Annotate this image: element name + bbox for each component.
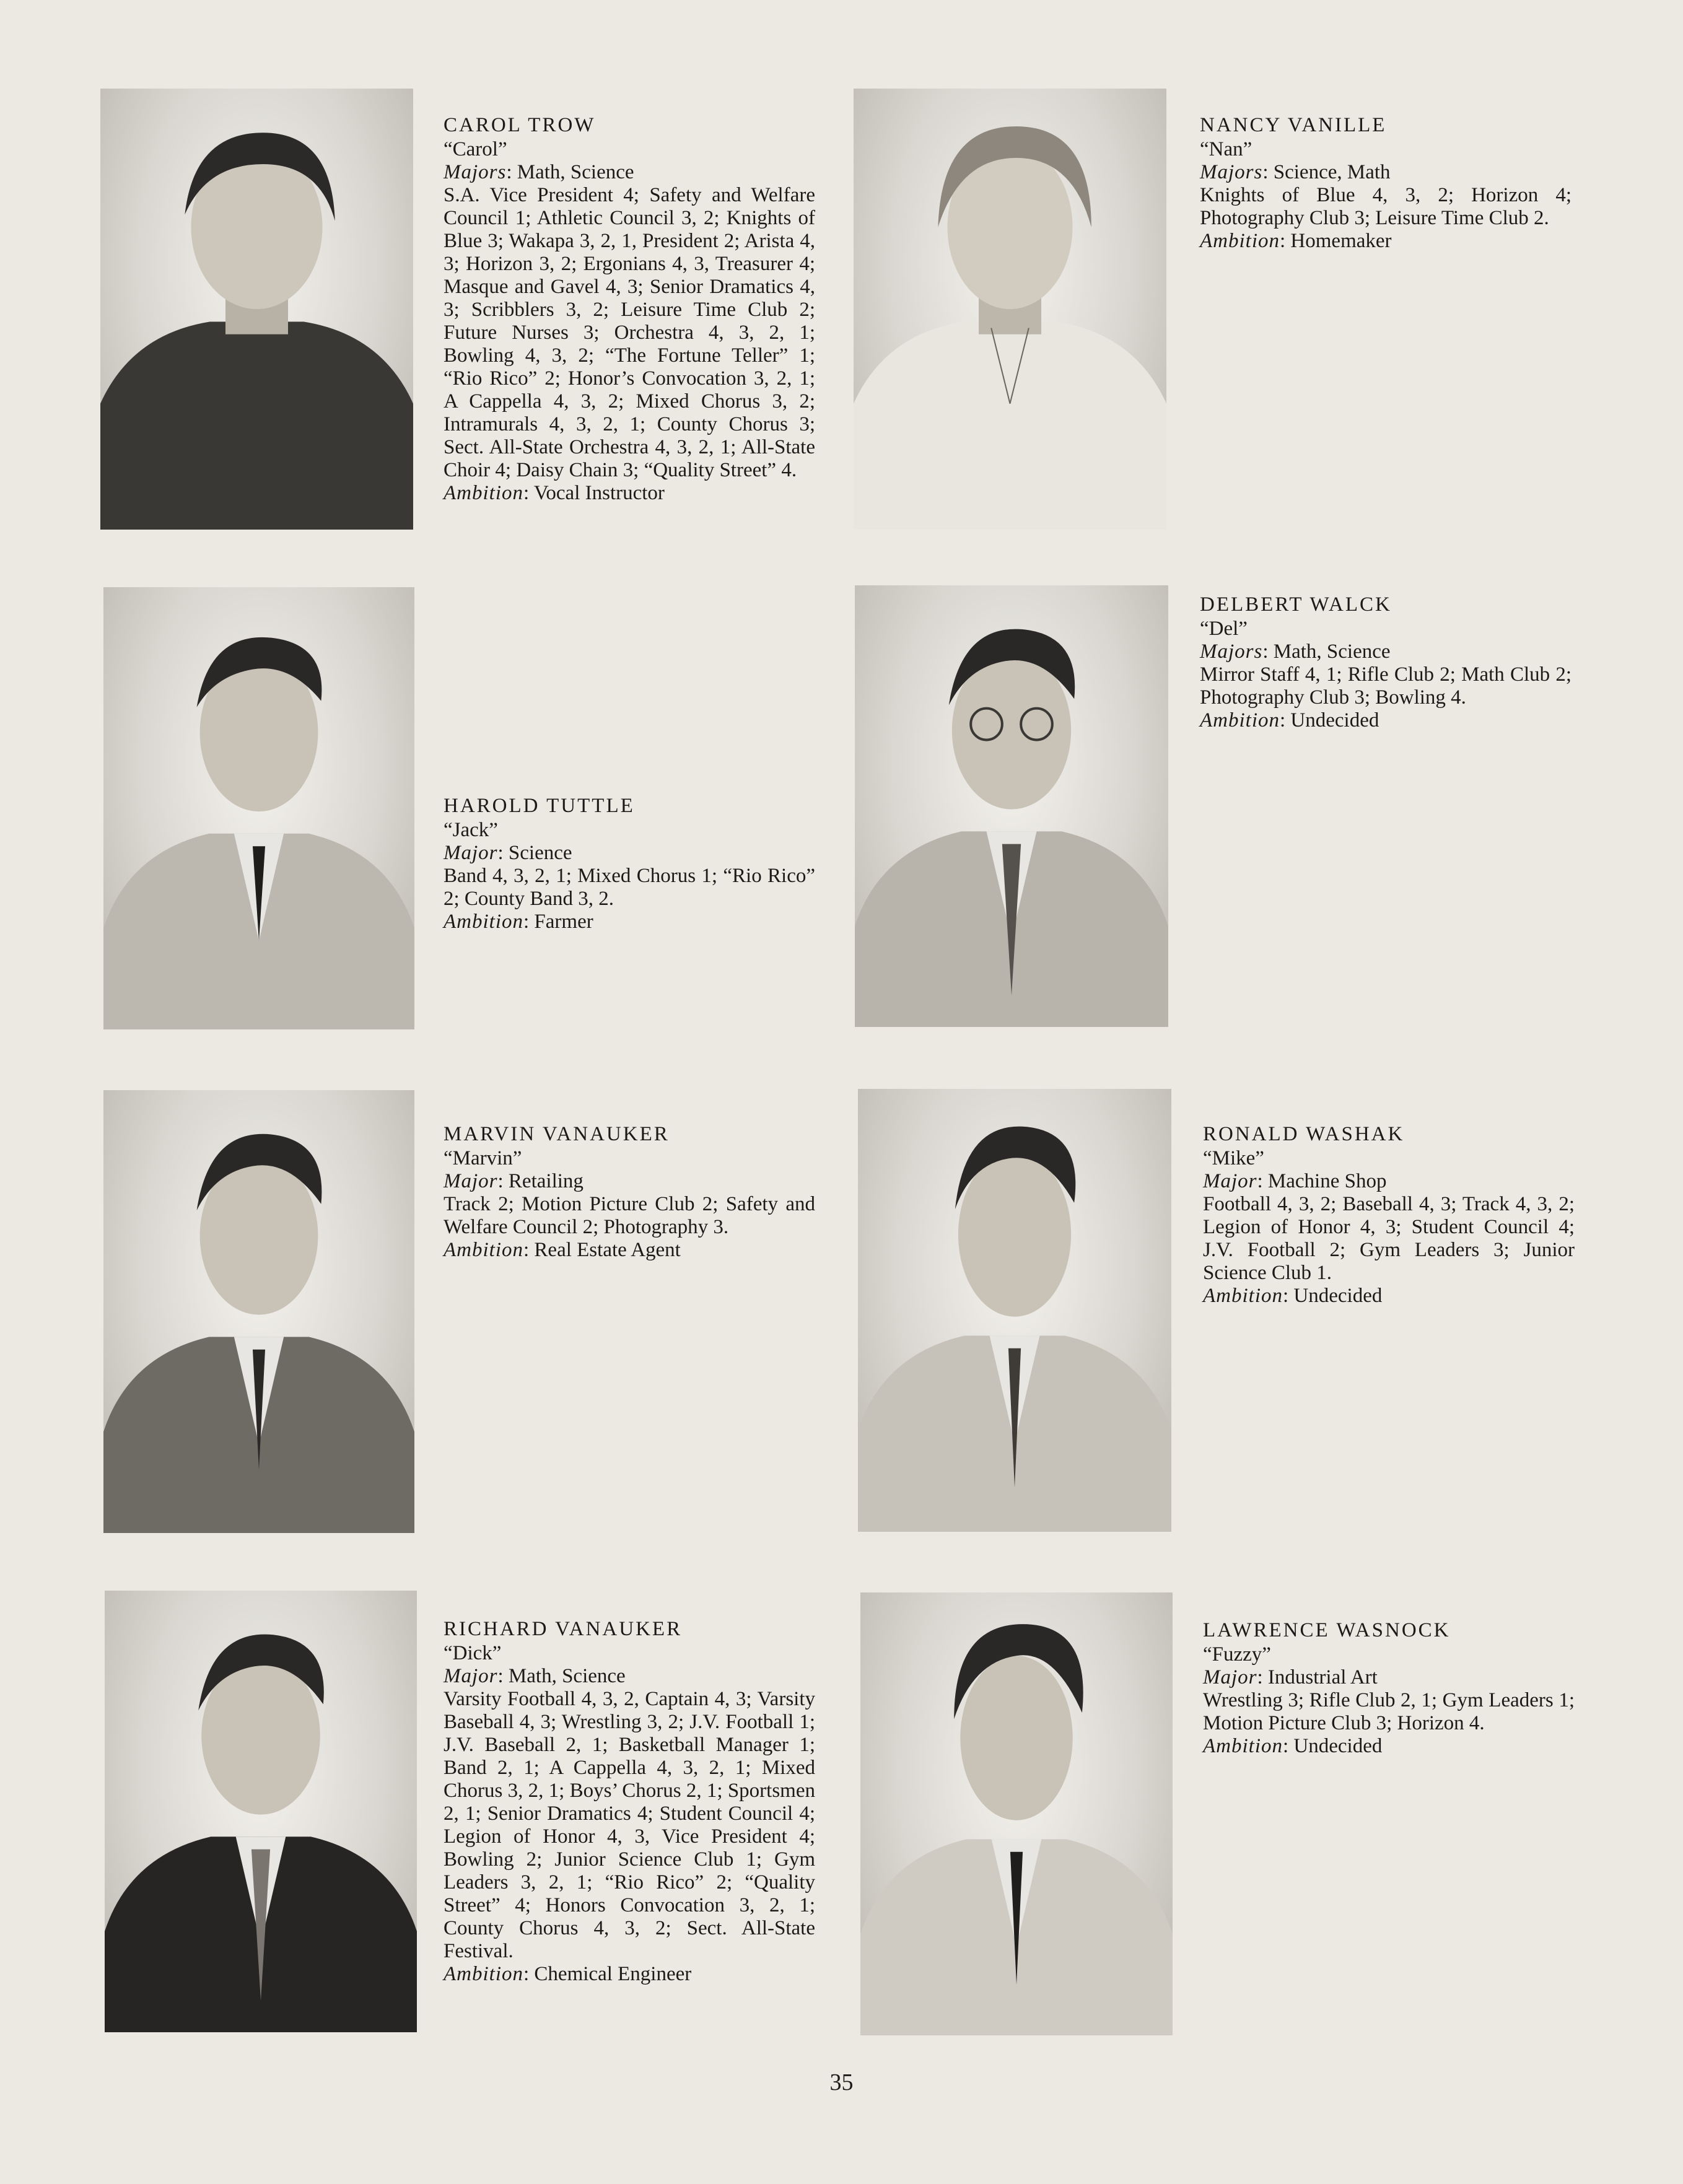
student-activities: Varsity Football 4, 3, 2, Captain 4, 3; Varsity Baseball 4, 3; Wrestling 3, 2; J.V. Football 1; J.V. Baseball 2, 1; Basketball Manager 1; Band 2, 1; A Cappella 4, 3, 2, 1; Mixed Chorus 3, 2, 1; Boys’ Chorus 2, 1; Sportsmen 2, 1; Senior Dramatics 4; Student Council 4; Legion of Honor 4, 3, Vice President 4; Bowling 2; Junior Science Club 1; Gym Leaders 3, 2, 1; “Rio Rico” 2; “Quality Street” 4; Honors Convocation 3, 2, 1; County Chorus 4, 3, 2; Sect. All-State Festival. bbox=[444, 1688, 815, 1962]
student-entry-delbert-walck bbox=[1200, 593, 1572, 732]
student-majors: Major: Math, Science bbox=[444, 1665, 626, 1687]
student-majors: Majors: Math, Science bbox=[1200, 640, 1391, 663]
student-nickname: “Nan” bbox=[1200, 138, 1252, 160]
student-nickname: “Mike” bbox=[1203, 1147, 1264, 1169]
student-name: HAROLD TUTTLE bbox=[444, 795, 635, 817]
student-ambition: Ambition: Homemaker bbox=[1200, 230, 1392, 252]
student-name: RICHARD VANAUKER bbox=[444, 1618, 683, 1640]
portrait-photo-ronald-washak bbox=[858, 1089, 1171, 1532]
student-activities: Track 2; Motion Picture Club 2; Safety and Welfare Council 2; Photography 3. bbox=[444, 1193, 815, 1238]
student-nickname: “Carol” bbox=[444, 138, 507, 160]
student-ambition: Ambition: Vocal Instructor bbox=[444, 482, 665, 504]
student-majors: Majors: Science, Math bbox=[1200, 161, 1391, 183]
student-majors: Major: Industrial Art bbox=[1203, 1666, 1378, 1688]
student-activities: Band 4, 3, 2, 1; Mixed Chorus 1; “Rio Rico” 2; County Band 3, 2. bbox=[444, 865, 815, 910]
student-entry-richard-vanauker bbox=[444, 1618, 815, 1986]
portrait-photo-carol-trow bbox=[100, 89, 413, 530]
student-activities: Football 4, 3, 2; Baseball 4, 3; Track 4, 3, 2; Legion of Honor 4, 3; Student Council 4; J.V. Football 2; Gym Leaders 3; Junior Science Club 1. bbox=[1203, 1193, 1575, 1284]
portrait-photo-nancy-vanille bbox=[854, 89, 1166, 530]
student-entry-lawrence-wasnock bbox=[1203, 1619, 1575, 1758]
student-majors: Major: Retailing bbox=[444, 1170, 584, 1192]
student-entry-nancy-vanille bbox=[1200, 114, 1572, 253]
student-majors: Major: Machine Shop bbox=[1203, 1170, 1387, 1192]
student-activities: Wrestling 3; Rifle Club 2, 1; Gym Leaders 1; Motion Picture Club 3; Horizon 4. bbox=[1203, 1689, 1575, 1734]
student-entry-marvin-vanauker bbox=[444, 1123, 815, 1262]
student-ambition: Ambition: Undecided bbox=[1203, 1735, 1383, 1757]
portrait-photo-richard-vanauker bbox=[105, 1591, 417, 2032]
student-ambition: Ambition: Farmer bbox=[444, 911, 593, 933]
student-name: RONALD WASHAK bbox=[1203, 1123, 1405, 1145]
student-name: CAROL TROW bbox=[444, 114, 596, 136]
student-ambition: Ambition: Real Estate Agent bbox=[444, 1239, 681, 1261]
portrait-photo-marvin-vanauker bbox=[103, 1090, 414, 1533]
student-activities: Mirror Staff 4, 1; Rifle Club 2; Math Club 2; Photography Club 3; Bowling 4. bbox=[1200, 663, 1572, 709]
student-ambition: Ambition: Chemical Engineer bbox=[444, 1963, 692, 1985]
student-entry-carol-trow bbox=[444, 114, 815, 505]
student-name: LAWRENCE WASNOCK bbox=[1203, 1619, 1451, 1641]
student-activities: S.A. Vice President 4; Safety and Welfare Council 1; Athletic Council 3, 2; Knights of Blue 3; Wakapa 3, 2, 1, President 2; Arista 4, 3; Horizon 3, 2; Ergonians 4, 3, Treasurer 4; Masque and Gavel 4, 3; Senior Dramatics 4, 3; Scribblers 3, 2; Leisure Time Club 2; Future Nurses 3; Orchestra 4, 3, 2, 1; Bowling 4, 3, 2; “The Fortune Teller” 1; “Rio Rico” 2; Honor’s Convocation 3, 2, 1; A Cappella 4, 3, 2; Mixed Chorus 3, 2; Intramurals 4, 3, 2, 1; County Chorus 3; Sect. All-State Orchestra 4, 3, 2, 1; All-State Choir 4; Daisy Chain 3; “Quality Street” 4. bbox=[444, 184, 815, 481]
student-entry-ronald-washak bbox=[1203, 1123, 1575, 1308]
student-name: DELBERT WALCK bbox=[1200, 593, 1392, 616]
student-nickname: “Fuzzy” bbox=[1203, 1643, 1271, 1666]
page-number: 35 bbox=[829, 2069, 854, 2095]
student-nickname: “Jack” bbox=[444, 819, 498, 841]
student-nickname: “Del” bbox=[1200, 618, 1248, 640]
student-name: MARVIN VANAUKER bbox=[444, 1123, 670, 1145]
student-ambition: Ambition: Undecided bbox=[1200, 709, 1379, 732]
portrait-photo-harold-tuttle bbox=[103, 587, 414, 1029]
student-entry-harold-tuttle bbox=[444, 795, 815, 933]
student-ambition: Ambition: Undecided bbox=[1203, 1285, 1383, 1307]
student-nickname: “Marvin” bbox=[444, 1147, 522, 1169]
student-majors: Major: Science bbox=[444, 842, 572, 864]
student-majors: Majors: Math, Science bbox=[444, 161, 634, 183]
portrait-photo-delbert-walck bbox=[855, 585, 1168, 1027]
student-nickname: “Dick” bbox=[444, 1642, 502, 1664]
portrait-photo-lawrence-wasnock bbox=[860, 1592, 1173, 2035]
student-name: NANCY VANILLE bbox=[1200, 114, 1387, 136]
student-activities: Knights of Blue 4, 3, 2; Horizon 4; Photography Club 3; Leisure Time Club 2. bbox=[1200, 184, 1572, 229]
